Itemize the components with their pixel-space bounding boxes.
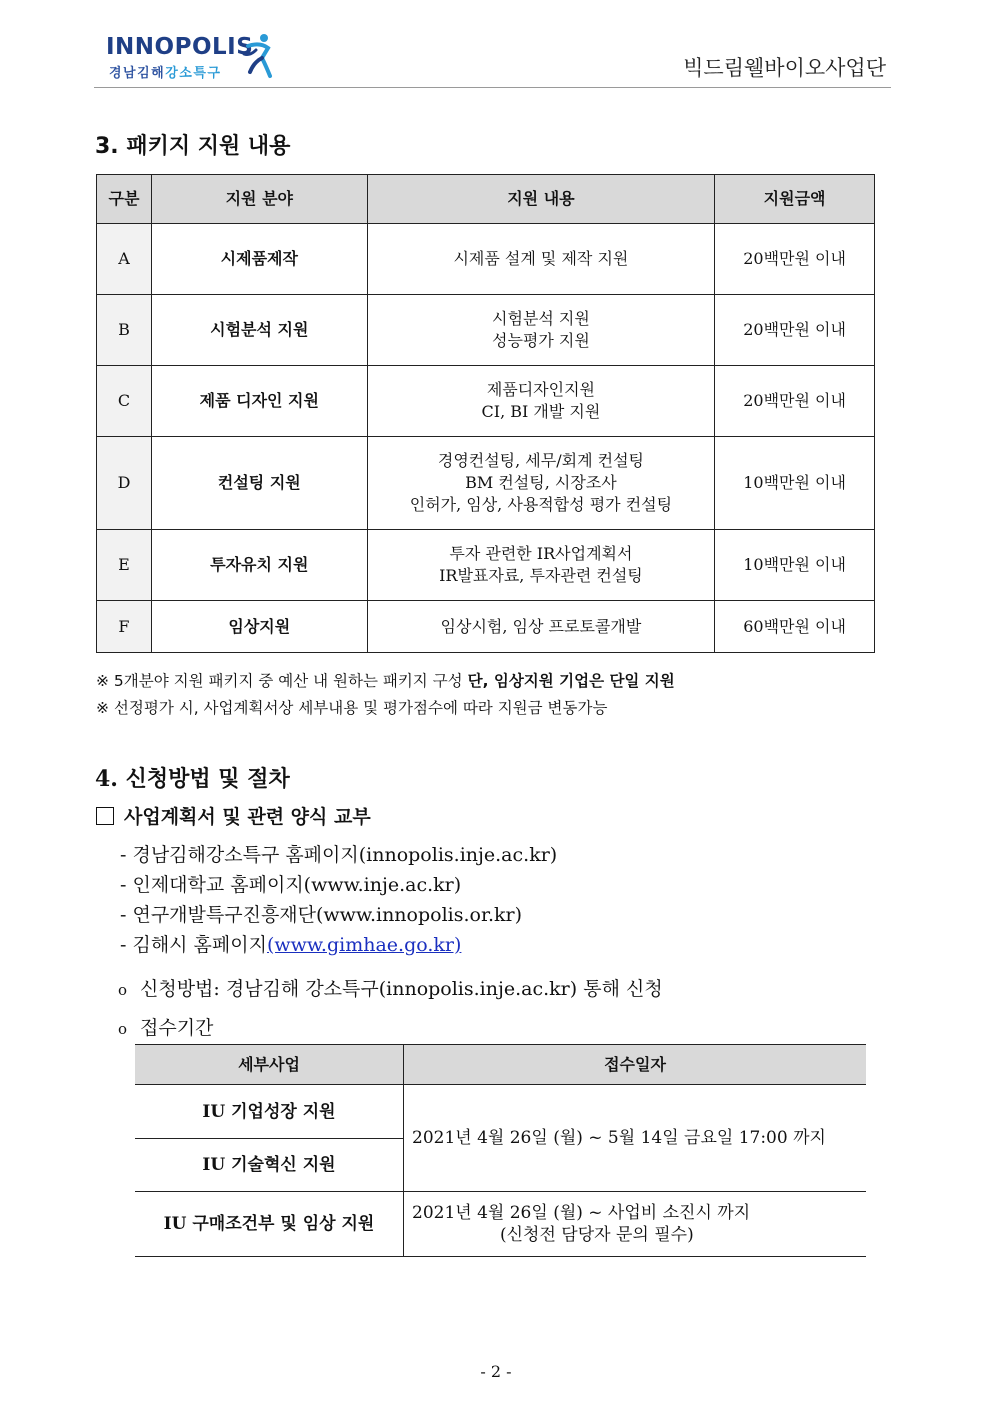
note-emphasis: 단, 임상지원 기업은 단일 지원 (467, 672, 675, 690)
note-evaluation: ※ 선정평가 시, 사업계획서상 세부내용 및 평가점수에 따라 지원금 변동가능 (96, 699, 608, 717)
table-row (135, 1085, 866, 1139)
row-content (367, 224, 715, 295)
row-amount: 20백만원 이내 (715, 295, 875, 366)
row-code: C (97, 366, 152, 437)
program-name: IU 기업성장 지원 (135, 1085, 404, 1139)
row-code: B (97, 295, 152, 366)
row-amount: 20백만원 이내 (715, 224, 875, 295)
schedule-table (135, 1044, 866, 1257)
package-support-table (96, 174, 875, 653)
content-line: IR발표자료, 투자관련 컨설팅 (439, 566, 643, 585)
table-row (135, 1192, 866, 1257)
table-row (97, 224, 875, 295)
row-area: 시제품제작 (151, 224, 367, 295)
list-item: - 경남김해강소특구 홈페이지(innopolis.inje.ac.kr) (120, 844, 558, 866)
method-item (118, 974, 663, 1001)
row-amount: 10백만원 이내 (715, 437, 875, 530)
period-item (118, 1013, 213, 1040)
content-line: 경영컨설팅, 세무/회계 컨설팅 (437, 451, 644, 470)
row-code: F (97, 601, 152, 653)
content-line: 성능평가 지원 (492, 331, 590, 350)
table-row (97, 530, 875, 601)
logo-subtitle (109, 62, 221, 81)
forms-subheading (96, 802, 371, 829)
page-number: - 2 - (480, 1362, 512, 1381)
list-item (120, 930, 461, 957)
row-content (367, 295, 715, 366)
row-area: 시험분석 지원 (151, 295, 367, 366)
logo-subtitle-b: 강소특구 (165, 66, 222, 81)
content-line: 시제품 설계 및 제작 지원 (453, 249, 629, 268)
row-content (367, 530, 715, 601)
table-row (97, 601, 875, 653)
header-date: 접수일자 (404, 1045, 867, 1085)
logo-wordmark: INNOPOLIS (106, 34, 254, 60)
note-text: ※ 5개분야 지원 패키지 중 예산 내 원하는 패키지 구성 (96, 672, 468, 690)
row-code: D (97, 437, 152, 530)
innopolis-logo (106, 34, 276, 86)
date-note: (신청전 담당자 문의 필수) (500, 1225, 694, 1245)
logo-subtitle-a: 경남김해 (109, 66, 166, 81)
row-amount: 60백만원 이내 (715, 601, 875, 653)
date-range (404, 1192, 867, 1257)
list-item-label: - 김해시 홈페이지 (120, 934, 267, 956)
row-content (367, 601, 715, 653)
content-line: 제품디자인지원 (486, 380, 596, 399)
table-row (97, 295, 875, 366)
row-code: E (97, 530, 152, 601)
section-3-title: 3. 패키지 지원 내용 (95, 134, 291, 159)
period-label: 접수기간 (140, 1017, 214, 1039)
content-line: CI, BI 개발 지원 (481, 402, 601, 421)
header-area: 지원 분야 (151, 175, 367, 224)
section-4-title: 4. 신청방법 및 절차 (95, 766, 290, 792)
table-row (97, 437, 875, 530)
row-area: 제품 디자인 지원 (151, 366, 367, 437)
row-content (367, 437, 715, 530)
list-item: - 인제대학교 홈페이지(www.inje.ac.kr) (120, 874, 462, 896)
content-line: BM 컨설팅, 시장조사 (465, 473, 617, 492)
gimhae-link[interactable]: (www.gimhae.go.kr) (266, 934, 462, 956)
row-area: 임상지원 (151, 601, 367, 653)
header-program: 세부사업 (135, 1045, 404, 1085)
list-item: - 연구개발특구진흥재단(www.innopolis.or.kr) (120, 904, 523, 926)
header-content: 지원 내용 (367, 175, 715, 224)
method-text: 신청방법: 경남김해 강소특구(innopolis.inje.ac.kr) 통해 신청 (140, 978, 663, 1000)
row-code: A (97, 224, 152, 295)
row-amount: 20백만원 이내 (715, 366, 875, 437)
program-name: IU 구매조건부 및 임상 지원 (135, 1192, 404, 1257)
checkbox-square-icon (96, 807, 114, 825)
content-line: 인허가, 임상, 사용적합성 평가 컨설팅 (409, 495, 673, 514)
circle-bullet-icon: o (118, 1020, 128, 1038)
header-divider (94, 87, 891, 88)
row-content (367, 366, 715, 437)
header-category: 구분 (97, 175, 152, 224)
table-header-row (97, 175, 875, 224)
subheading-text: 사업계획서 및 관련 양식 교부 (124, 806, 371, 828)
table-header-row (135, 1045, 866, 1085)
program-name: IU 기술혁신 지원 (135, 1139, 404, 1192)
content-line: 임상시험, 임상 프로토콜개발 (440, 616, 642, 636)
runner-icon (240, 32, 274, 82)
date-range: 2021년 4월 26일 (월) ~ 5월 14일 금요일 17:00 까지 (404, 1085, 867, 1192)
organization-name: 빅드림웰바이오사업단 (683, 56, 886, 80)
row-area: 투자유치 지원 (151, 530, 367, 601)
note-package-composition (96, 669, 675, 691)
content-line: 투자 관련한 IR사업계획서 (449, 544, 633, 563)
header-amount: 지원금액 (715, 175, 875, 224)
content-line: 시험분석 지원 (492, 309, 590, 328)
row-amount: 10백만원 이내 (715, 530, 875, 601)
row-area: 컨설팅 지원 (151, 437, 367, 530)
date-line: 2021년 4월 26일 (월) ~ 사업비 소진시 까지 (412, 1203, 751, 1223)
circle-bullet-icon: o (118, 981, 128, 999)
table-row (97, 366, 875, 437)
